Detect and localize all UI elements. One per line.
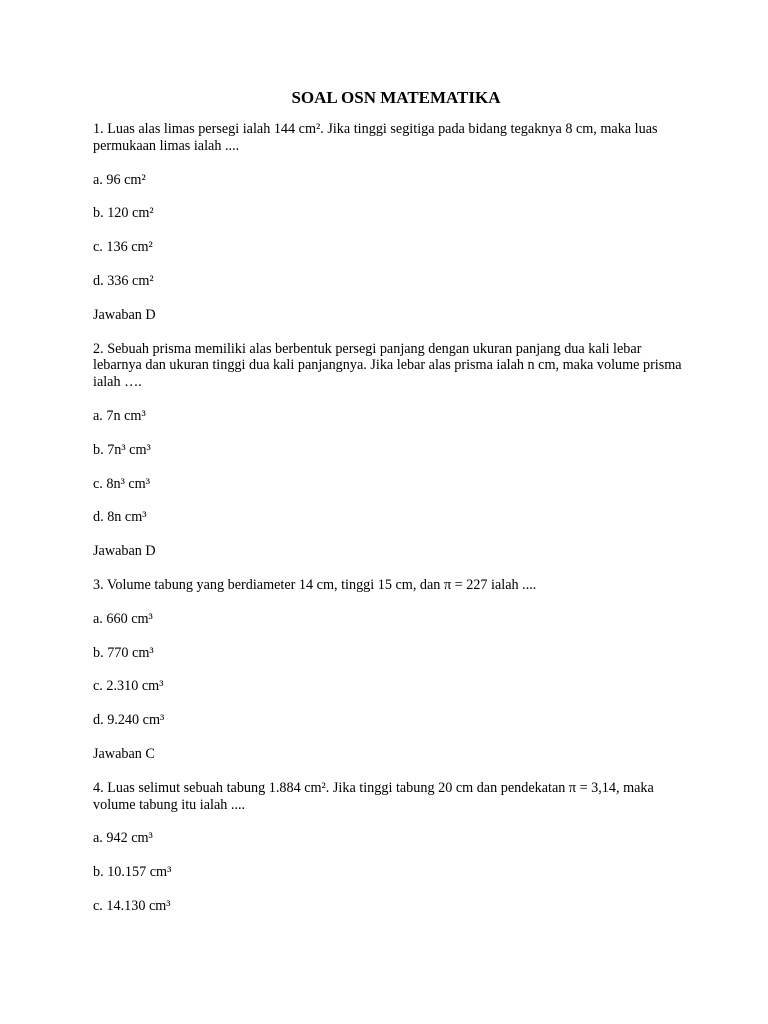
answer-option: b. 120 cm² bbox=[93, 205, 154, 222]
answer-option: c. 14.130 cm³ bbox=[93, 897, 171, 914]
answer-key: Jawaban D bbox=[93, 306, 156, 323]
question-text: 3. Volume tabung yang berdiameter 14 cm, tinggi 15 cm, dan π = 227 ialah .... bbox=[93, 576, 537, 593]
answer-option: b. 770 cm³ bbox=[93, 644, 154, 661]
answer-option: c. 2.310 cm³ bbox=[93, 678, 164, 695]
question-text: 2. Sebuah prisma memiliki alas berbentuk persegi panjang dengan ukuran panjang dua kali lebar lebarnya dan ukuran tinggi dua kali panjangnya. Jika lebar alas prisma ialah n cm, maka volume prisma ialah …. bbox=[93, 340, 682, 391]
answer-option: c. 136 cm² bbox=[93, 239, 153, 256]
answer-option: d. 8n cm³ bbox=[93, 509, 147, 526]
answer-option: b. 10.157 cm³ bbox=[93, 864, 172, 881]
answer-option: a. 660 cm³ bbox=[93, 610, 153, 627]
answer-option: a. 96 cm² bbox=[93, 171, 146, 188]
answer-option: a. 942 cm³ bbox=[93, 830, 153, 847]
question-text: 4. Luas selimut sebuah tabung 1.884 cm². Jika tinggi tabung 20 cm dan pendekatan π = 3,14, maka volume tabung itu ialah .... bbox=[93, 779, 654, 813]
answer-option: d. 9.240 cm³ bbox=[93, 712, 165, 729]
document-title: SOAL OSN MATEMATIKA bbox=[291, 88, 501, 107]
answer-option: a. 7n cm³ bbox=[93, 407, 146, 424]
answer-option: c. 8n³ cm³ bbox=[93, 475, 150, 492]
answer-option: d. 336 cm² bbox=[93, 272, 154, 289]
document-page bbox=[93, 87, 693, 932]
answer-key: Jawaban C bbox=[93, 745, 155, 762]
answer-option: b. 7n³ cm³ bbox=[93, 441, 151, 458]
question-text: 1. Luas alas limas persegi ialah 144 cm². Jika tinggi segitiga pada bidang tegaknya 8 cm, maka luas permukaan limas ialah .... bbox=[93, 121, 658, 154]
answer-key: Jawaban D bbox=[93, 543, 156, 560]
